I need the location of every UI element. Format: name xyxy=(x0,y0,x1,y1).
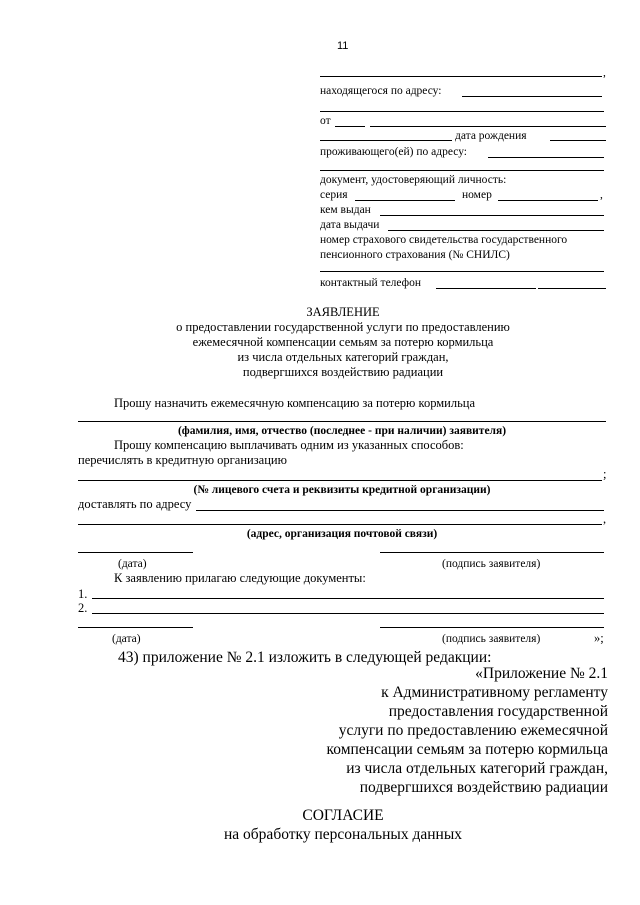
address-line xyxy=(462,96,602,97)
issue-date-label: дата выдачи xyxy=(320,219,380,231)
snils-line xyxy=(320,271,604,272)
annex-line-1: «Приложение № 2.1 xyxy=(475,665,608,682)
application-subtitle-1: о предоставлении государственной услуги по предоставлению xyxy=(176,320,510,334)
consent-subtitle: на обработку персональных данных xyxy=(224,826,462,843)
number-line xyxy=(498,200,598,201)
issued-by-label: кем выдан xyxy=(320,204,371,216)
from-line-short xyxy=(335,126,365,127)
annex-line-4: услуги по предоставлению ежемесячной xyxy=(338,722,608,739)
phone-line-1 xyxy=(436,288,536,289)
signature-line-2 xyxy=(380,627,604,628)
from-label: от xyxy=(320,115,331,127)
attachment-line-2 xyxy=(92,613,604,614)
issue-date-line xyxy=(388,230,604,231)
name-line-comma: , xyxy=(603,67,606,79)
number-comma: , xyxy=(600,189,603,201)
deliver-address-comma: , xyxy=(603,512,607,526)
identity-doc-label: документ, удостоверяющий личность: xyxy=(320,174,507,186)
date-caption-2: (дата) xyxy=(112,633,141,645)
residence-label: проживающего(ей) по адресу: xyxy=(320,146,467,158)
application-subtitle-3: из числа отдельных категорий граждан, xyxy=(237,350,449,364)
address-caption: (адрес, организация почтовой связи) xyxy=(246,528,438,540)
account-line-semicolon: ; xyxy=(603,467,607,481)
payment-method-text: Прошу компенсацию выплачивать одним из указанных способов: xyxy=(114,438,464,452)
snils-label-line2: пенсионного страхования (№ СНИЛС) xyxy=(320,249,510,261)
account-caption: (№ лицевого счета и реквизиты кредитной организации) xyxy=(193,484,491,496)
attachments-text: К заявлению прилагаю следующие документы: xyxy=(114,571,366,585)
date-line xyxy=(78,552,193,553)
phone-label: контактный телефон xyxy=(320,277,422,289)
application-subtitle-2: ежемесячной компенсации семьям за потерю кормильца xyxy=(192,335,494,349)
birth-date-label: дата рождения xyxy=(455,130,527,142)
annex-line-2: к Административному регламенту xyxy=(381,684,608,701)
annex-line-6: из числа отдельных категорий граждан, xyxy=(346,760,608,777)
annex-line-5: компенсации семьям за потерю кормильца xyxy=(326,741,608,758)
deliver-address-line xyxy=(196,510,604,511)
fio-caption: (фамилия, имя, отчество (последнее - при наличии) заявителя) xyxy=(177,425,507,437)
date-line-2 xyxy=(78,627,193,628)
series-label: серия xyxy=(320,189,348,201)
birth-date-line xyxy=(550,140,606,141)
amendment-item-43: 43) приложение № 2.1 изложить в следующей редакции: xyxy=(118,649,492,666)
closing-quote: »; xyxy=(594,631,604,645)
birth-prefix-line xyxy=(320,140,452,141)
annex-line-3: предоставления государственной xyxy=(388,703,608,720)
from-line-long xyxy=(370,126,606,127)
number-label: номер xyxy=(462,189,492,201)
residence-line-2 xyxy=(320,170,604,171)
residence-line xyxy=(488,157,604,158)
signature-line xyxy=(380,552,604,553)
deliver-address-line-2 xyxy=(78,524,602,525)
address-line-2 xyxy=(320,111,604,112)
phone-line-2 xyxy=(538,288,606,289)
deliver-address-text: доставлять по адресу xyxy=(78,497,192,511)
page-number: 11 xyxy=(337,40,349,52)
attachment-item-1: 1. xyxy=(78,587,88,601)
attachment-item-2: 2. xyxy=(78,601,88,615)
signature-caption-2: (подпись заявителя) xyxy=(442,633,541,645)
request-text: Прошу назначить ежемесячную компенсацию за потерю кормильца xyxy=(114,396,476,410)
consent-title: СОГЛАСИЕ xyxy=(302,807,384,824)
applicant-name-line xyxy=(320,76,602,77)
application-subtitle-4: подвергшихся воздействию радиации xyxy=(242,365,444,379)
address-label: находящегося по адресу: xyxy=(320,85,442,97)
fio-line xyxy=(78,421,606,422)
annex-line-7: подвергшихся воздействию радиации xyxy=(359,779,608,796)
snils-label-line1: номер страхового свидетельства государственного xyxy=(320,234,568,246)
series-line xyxy=(355,200,455,201)
account-line xyxy=(78,480,602,481)
date-caption: (дата) xyxy=(118,558,147,570)
attachment-line-1 xyxy=(92,598,604,599)
credit-org-text: перечислять в кредитную организацию xyxy=(78,453,287,467)
application-title: ЗАЯВЛЕНИЕ xyxy=(306,305,380,319)
signature-caption: (подпись заявителя) xyxy=(442,558,541,570)
issued-by-line xyxy=(380,215,604,216)
